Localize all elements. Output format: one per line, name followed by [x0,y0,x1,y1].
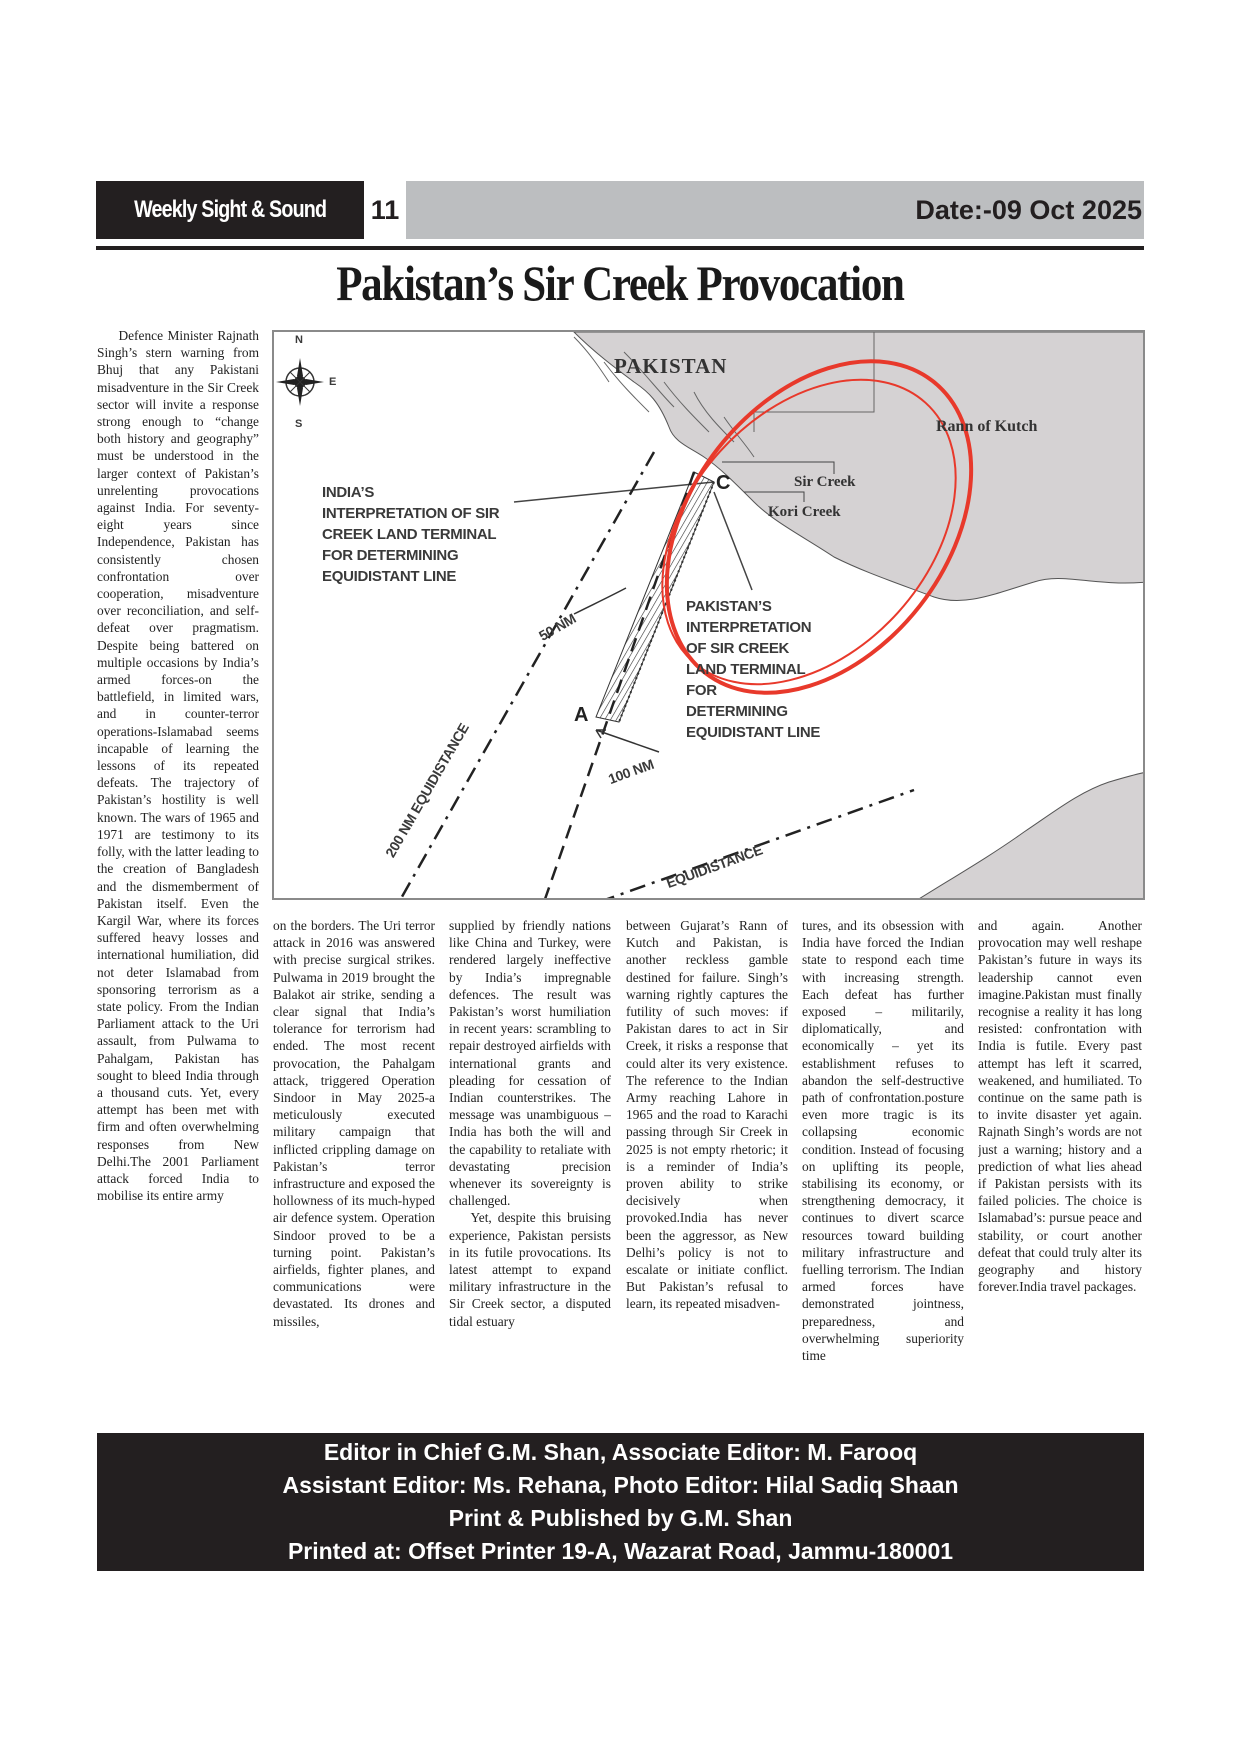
pakistan-interpretation-leader [714,492,752,590]
pakistan-interpretation-line: INTERPRETATION [686,619,812,636]
pakistan-label: PAKISTAN [614,354,728,378]
india-interpretation-line: EQUIDISTANT LINE [322,568,457,585]
issue-date: Date:-09 Oct 2025 [406,181,1144,239]
india-interpretation-line: FOR DETERMINING [322,547,459,564]
article-column-2 [273,917,435,1420]
compass-north-label: N [295,334,303,346]
masthead [96,181,1144,239]
equidistance-bottom-label: EQUIDISTANCE [664,841,765,892]
india-interpretation-line: INDIA’S [322,484,375,501]
article-column-5 [802,917,964,1420]
nm50-arrow [574,588,626,614]
india-interpretation-line: INTERPRETATION OF SIR [322,505,500,522]
article-headline-text: Pakistan’s Sir Creek Provocation [336,255,904,311]
rann-of-kutch-label: Rann of Kutch [936,418,1038,435]
point-a-label: A [574,704,589,726]
article-paragraph: supplied by friendly nations like China and Turkey, were rendered largely ineffective by India’s impregnable defences. The result was Pakistan’s worst humiliation in recent years: scrambling to repair destroyed airfields with international grants and pleading for cessation of Indian counterstrikes. The message was unambiguous – India has both the will and the capability to retaliate with devastating precision whenever its sovereignty is challenged. [449,918,611,1209]
india-interpretation-line: CREEK LAND TERMINAL [322,526,497,543]
pakistan-interpretation-line: DETERMINING [686,703,788,720]
page-number: 11 [370,194,400,225]
sir-creek-map [272,330,1145,900]
article-headline [96,254,1144,312]
article-paragraph: on the borders. The Uri terror attack in 2016 was answered with precise surgical strikes. Pulwama in 2019 brought the Balakot air strike, sending a clear signal that India’s tolerance for terrorism had ended. The most recent provocation, the Pahalgam attack, triggered Operation Sindoor in May 2025-a meticulously executed military campaign that inflicted crippling damage on Pakistan’s terror infrastructure and exposed the hollowness of its much-hyped air defence system. Operation Sindoor proved to be a turning point. Pakistan’s airfields, fighter planes, and communications were devastated. Its drones and missiles, [273,918,435,1329]
imprint-line-printer: Printed at: Offset Printer 19-A, Wazarat Road, Jammu-180001 [287,1538,954,1564]
compass-east-label: E [329,376,337,388]
imprint-line-editors: Editor in Chief G.M. Shan, Associate Editor: M. Farooq [323,1439,918,1465]
publication-name-text: Weekly Sight & Sound [133,196,327,223]
article-column-4 [626,917,788,1420]
article-paragraph: and again. Another provocation may well reshape Pakistan’s future in ways its leadership cannot even imagine.Pakistan must finally recognise a reality it has long resisted: confrontation with India is futile. Every past attempt has left it scarred, weakened, and humiliated. To continue on the same path is to invite disaster yet again. Rajnath Singh’s words are not just a warning; history and a prediction of what lies ahead if Pakistan persists with its failed policies. The choice is Islamabad’s: pursue peace and stability, or court another defeat that could truly alter its geography and history forever.India travel packages. [978,918,1142,1295]
header-divider [96,246,1144,250]
point-c-label: C [716,472,731,494]
article-paragraph: between Gujarat’s Rann of Kutch and Pakistan, is another reckless gamble destined for failure. Singh’s warning rightly captures the futility of such moves: if Pakistan dares to act in Sir Creek, it risks a response that could alter its very existence. The reference to the Indian Army reaching Lahore in 1965 and the road to Karachi passing through Sir Creek in 2025 is not empty rhetoric; it is a reminder of India’s proven ability to strike decisively when provoked.India has never been the aggressor, as New Delhi’s policy is not to escalate or initiate conflict. But Pakistan’s refusal to learn, its repeated misadven- [626,918,788,1312]
pakistan-interpretation-line: EQUIDISTANT LINE [686,724,821,741]
article-paragraph: Defence Minister Rajnath Singh’s stern warning from Bhuj that any Pakistani misadventure in the Sir Creek sector will invite a response strong enough to “change both history and geography” must be understood in the larger context of Pakistan’s unrelenting provocations against India. For seventy-eight years since Independence, Pakistan has consistently chosen confrontation over cooperation, misadventure over reconciliation, and self-defeat over pragmatism. Despite being battered on multiple occasions by India’s armed forces-on the battlefield, in limited wars, and in counter-terror operations-Islamabad seems incapable of learning the lessons of its repeated defeats. The trajectory of Pakistan’s hostility is well known. The wars of 1965 and 1971 are testimony to its folly, with the latter leading to the creation of Bangladesh and the dismemberment of Pakistan itself. Even the Kargil War, where its forces suffered heavy losses and international humiliation, did not deter Islamabad from sponsoring terrorism as a state policy. From the Indian Parliament attack to the Uri assault, from Pulwama to Pahalgam, Pakistan has sought to bleed India through a thousand cuts. Yet, every attempt has been met with firm and often overwhelming responses from New Delhi.The 2001 Parliament attack forced India to mobilise its entire army [97,328,259,1204]
publication-name [96,181,364,239]
nm100-label: 100 NM [606,755,656,788]
pakistan-interpretation-line: FOR [686,682,717,699]
imprint-line-publisher: Print & Published by G.M. Shan [448,1505,793,1531]
india-interpretation-label [322,482,499,587]
article-column-1 [97,327,259,1420]
compass-rose-icon [276,358,324,406]
article-paragraph: tures, and its obsession with India have forced the Indian state to respond each time with increasing strength. Each defeat has further exposed – militarily, diplomatically, and economically – yet its establishment refuses to abandon the self-destructive path of confrontation.posture even more tragic is its collapsing economic condition. Instead of focusing on uplifting its people, stabilising its economy, or strengthening democracy, it continues to divert scarce resources toward building military infrastructure and fuelling terrorism. The Indian armed forces have demonstrated jointness, preparedness, and overwhelming superiority time [802,918,964,1364]
imprint-footer [97,1433,1144,1571]
pakistan-interpretation-label [686,596,820,743]
compass-south-label: S [295,418,303,430]
nm200-equidistance-label: 200 NM EQUIDISTANCE [382,720,472,860]
pakistan-interpretation-line: PAKISTAN’S [686,598,772,615]
article-paragraph: Yet, despite this bruising experience, Pakistan persists in its futile provocations. Its latest attempt to expand military infrastructure in the Sir Creek sector, a disputed tidal estuary [449,1210,611,1329]
pakistan-interpretation-line: OF SIR CREEK [686,640,790,657]
saurashtra-landmass [914,772,1145,900]
kori-creek-label: Kori Creek [768,504,841,520]
article-column-3 [449,917,611,1420]
imprint-line-assistant-editors: Assistant Editor: Ms. Rehana, Photo Editor: Hilal Sadiq Shaan [282,1472,959,1498]
article-column-6 [978,917,1142,1420]
nm50-label: 50 NM [536,610,579,644]
nm100-arrow [596,730,659,752]
sir-creek-label: Sir Creek [794,474,856,490]
pakistan-interpretation-line: LAND TERMINAL [686,661,806,678]
